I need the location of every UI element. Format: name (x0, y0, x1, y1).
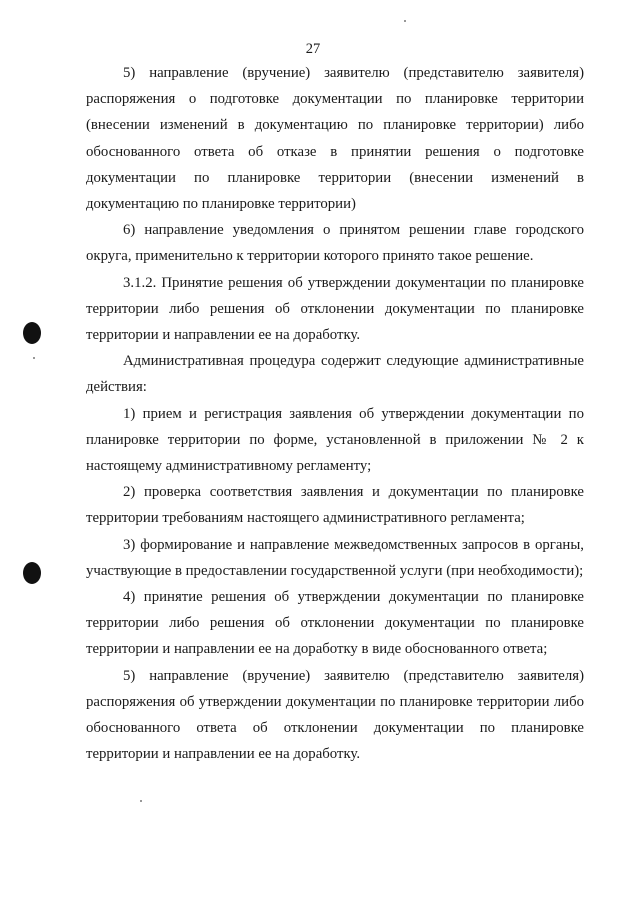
punch-hole-mark (23, 562, 41, 584)
punch-hole-mark (23, 322, 41, 344)
paragraph-section-3-1-2: 3.1.2. Принятие решения об утверждении документации по планировке территории либо решения об отклонении документации по планировке территории и направлении ее на доработку. (86, 274, 584, 344)
paragraph-action-1: 1) прием и регистрация заявления об утверждении документации по планировке территории по форме, установленной в приложении № 2 к настоящему административному регламенту; (86, 405, 584, 475)
page-number: 27 (305, 41, 321, 57)
scan-speck (404, 20, 406, 22)
paragraph-item-5-decision-delivery: 5) направление (вручение) заявителю (представителю заявителя) распоряжения о подготовке документации по планировке территории (внесении изменений в документацию по планировке территории) либо обоснованного ответа об отказе в принятии решения о подготовке документации по планировке территории (внесении изменений в документацию по планировке территории) (86, 65, 584, 213)
paragraph-action-4: 4) принятие решения об утверждении документации по планировке территории либо решения об отклонении документации по планировке территории и направлении ее на доработку в виде обоснованного ответа; (86, 589, 584, 658)
document-body (86, 60, 584, 767)
paragraph-item-6-notification: 6) направление уведомления о принятом решении главе городского округа, применительно к территории которого принято такое решение. (86, 222, 584, 265)
paragraph-action-2: 2) проверка соответствия заявления и документации по планировке территории требованиям настоящего административного регламента; (86, 484, 584, 527)
paragraph-actions-intro: Административная процедура содержит следующие административные действия: (86, 353, 584, 396)
scan-speck (33, 357, 35, 359)
paragraph-action-5: 5) направление (вручение) заявителю (представителю заявителя) распоряжения об утверждении документации по планировке территории либо обоснованного ответа об отклонении документации по планировке территории и направлении ее на доработку. (86, 667, 584, 763)
scan-speck (140, 800, 142, 802)
paragraph-action-3: 3) формирование и направление межведомственных запросов в органы, участвующие в предоставлении государственной услуги (при необходимости); (86, 536, 584, 579)
